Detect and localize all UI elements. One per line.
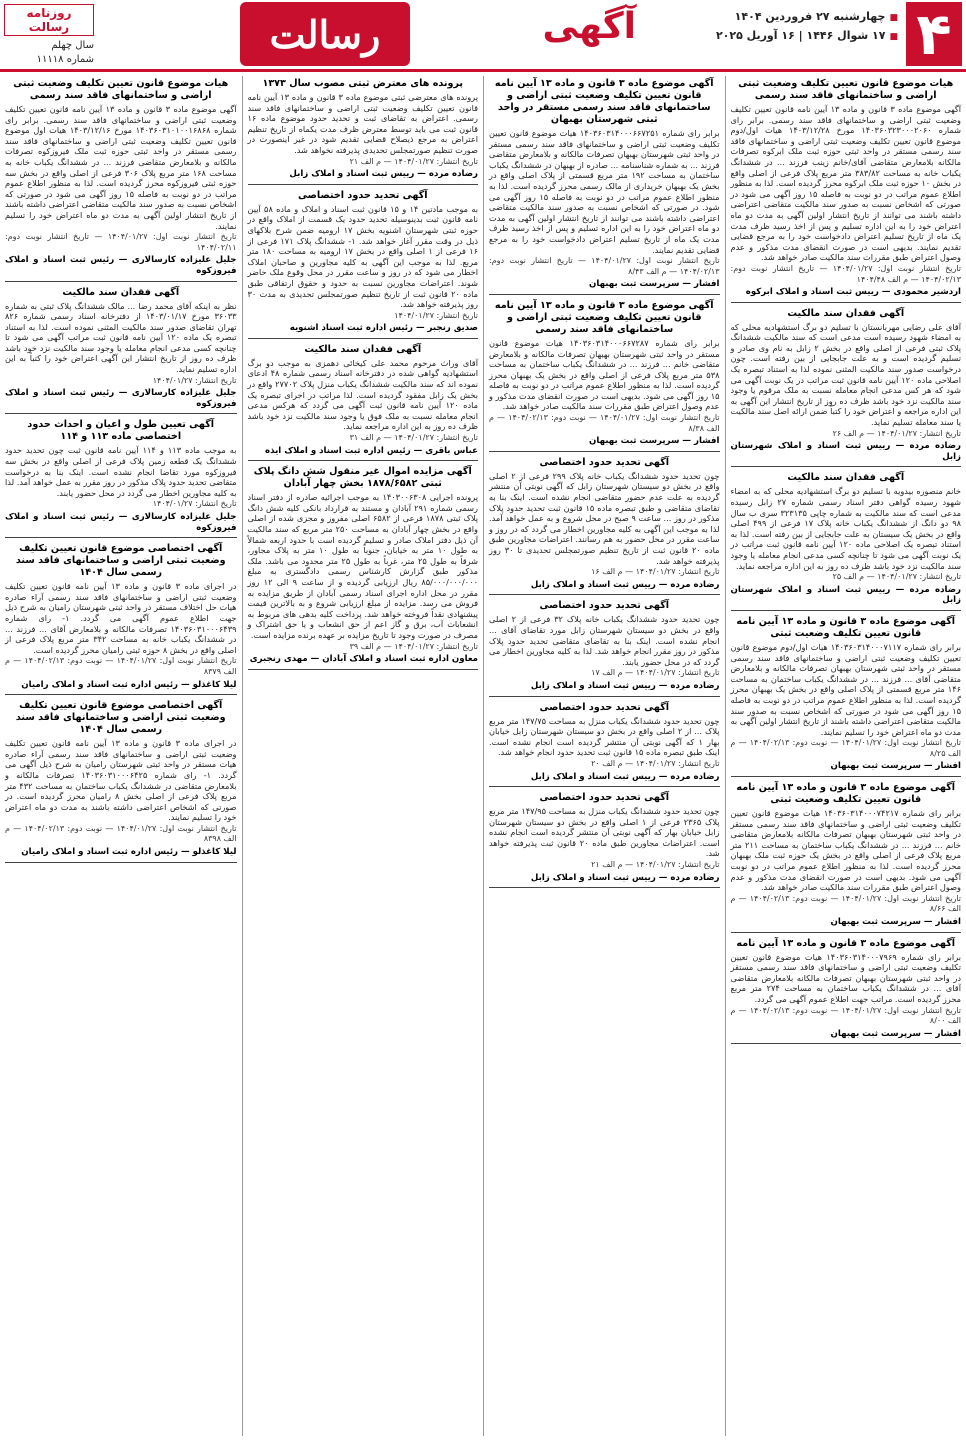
- notice-signature: جلیل علیزاده کارسالاری — رئیس ثبت اسناد و املاک فیروزکوه: [5, 388, 237, 409]
- notice-title: آگهی فقدان سند مالکیت: [787, 472, 905, 484]
- notice-signature: رضاده مرده — رییس ثبت اسناد و املاک زابل: [530, 579, 720, 590]
- notice-title: آگهی موضوع ماده ۳ قانون و ماده ۱۳ آیین نامه قانون تعیین تکلیف وضعیت ثبتی اراضی و ساختمانهای فاقد سند رسمی مستقر در واحد ثبتی شهرستان بهبهان: [494, 78, 714, 125]
- notice-body: برابر رای شماره ۱۴۰۳۶۰۳۱۴۰۰۰۷۹۶۹ هیات موضوع قانون تعیین تکلیف وضعیت ثبتی اراضی و ساختمانهای فاقد سند رسمی مستقر در واحد ثبتی شهرستان بهبهان تصرفات مالکانه بلامعارض متقاضی آقای ... در ششدانگ یکباب ساختمان به مساحت ۲۷۴ متر مربع محرز گردیده است. مراتب جهت اطلاع عموم آگهی می گردد.: [730, 951, 961, 1004]
- legal-notice: [5, 78, 237, 282]
- notice-dates: تاریخ انتشار نوبت اول: ۱۴۰۴/۰۱/۲۷ — نوبت دوم: ۱۴۰۴/۰۲/۱۳ — م الف ۸/۶۶: [730, 893, 961, 914]
- notice-signature: افشار — سرپرست ثبت بهبهان: [589, 436, 720, 447]
- legal-notice: [248, 344, 479, 461]
- notice-dates: تاریخ انتشار نوبت اول: ۱۴۰۴/۰۱/۲۷ — نوبت دوم: ۱۴۰۴/۰۲/۱۳ — م الف ۸۳۷۹: [5, 656, 237, 676]
- notice-title: آگهی تحدید حدود اختصاصی: [297, 189, 428, 201]
- legal-notice: [489, 78, 720, 295]
- notice-signature: رضاده مرده — رییس ثبت اسناد و املاک زابل: [289, 169, 478, 180]
- notice-body: آقای علی رضایی مهربانستان با تسلیم دو برگ استشهادیه محلی که به امضاء شهود رسیده است مدعی است که سند مالکیت ششدانگ پلاک ثبتی فرعی از اصلی واقع در بخش ۲ زابل به نام وی صادر و تسلیم گردیده است و به علت جابجایی از بین رفته است. چون درخواست صدور سند مالکیت المثنی نموده لذا به استناد تبصره یک اصلاحی ماده ۱۲۰ آیین نامه قانون ثبت مراتب در یک نوبت آگهی می شود که هر کس مدعی انجام معامله نسبت به ملک مرقوم یا وجود سند مالکیت نزد خود باشد ظرف ده روز از تاریخ انتشار این آگهی به این اداره مراجعه و اعتراض خود را کتباً ضمن ارائه اصل سند مالکیت یا سند معامله تسلیم نماید.: [730, 321, 962, 428]
- notice-title: آگهی موضوع ماده ۳ قانون و ماده ۱۳ آیین نامه: [736, 937, 956, 949]
- notice-body: پرونده اجرایی ۱۴۰۳۰۰۶۳۰۸ به موجب اجرائیه صادره از دفتر اسناد رسمی شماره ۲۹۱ آبادان و مستند به قرارداد بانکی کلیه شش دانگ پلاک ثبتی ۱۸۷۸ فرعی از ۶۵۸۲ اصلی مفروز و مجزی شده از اصلی واقع در بخش چهار آبادان به مساحت ۲۵۰ متر مربع که سند مالکیت آن ذیل دفتر املاک صادر و تسلیم گردیده است با حدود اربعه شمالاً به طول ۱۰ متر به خیابان، جنوباً به طول ۱۰ متر به پلاک مجاور، شرقاً به طول ۲۵ متر، غرباً به طول ۲۵ متر محدود می باشد. ملک مذکور طبق گزارش کارشناس رسمی دادگستری به مبلغ ۸۵/۰۰۰/۰۰۰/۰۰۰ ریال ارزیابی گردیده و از ساعت ۹ الی ۱۲ روز مقرر در محل اداره اجرای اسناد رسمی آبادان از طریق مزایده به فروش می رسد. مزایده از مبلغ ارزیابی شروع و به بالاترین قیمت پیشنهادی نقداً فروخته خواهد شد. پرداخت کلیه بدهی های مربوط به انشعابات آب، برق و گاز اعم از حق انشعاب و یا حق اشتراک و مصرف در صورت وجود تا تاریخ مزایده بر عهده برنده مزایده است.: [247, 492, 479, 640]
- notice-dates: تاریخ انتشار: ۱۴۰۴/۰۱/۲۷ — م الف ۲۱: [591, 860, 720, 870]
- notice-signature: جلیل علیزاده کارسالاری — رئیس ثبت اسناد و املاک فیروزکوه: [5, 512, 237, 533]
- notice-title: آگهی تحدید حدود اختصاصی: [539, 701, 670, 713]
- notice-body: چون تحدید حدود ششدانگ یکباب خانه پلاک ۲۹۹ فرعی از ۲ اصلی واقع در بخش دو سیستان شهرستان زابل که آگهی نوبتی آن منتشر گردیده به علت عدم حضور متقاضی انجام نشده است. اینک بنا به تقاضای متقاضی و طبق تبصره ماده ۱۵ قانون ثبت تحدید حدود پلاک مذکور در روز ... ساعت ۹ صبح در محل شروع و به عمل خواهد آمد. لذا به موجب این آگهی به کلیه مجاورین اخطار می گردد که در روز و ساعت مقرر در محل حضور به هم رسانند. اعتراضات مجاورین طبق ماده ۲۰ قانون ثبت از تاریخ تنظیم صورتمجلس تحدیدی تا ۳۰ روز پذیرفته خواهد شد.: [489, 470, 720, 566]
- legal-notice: [731, 78, 962, 303]
- page-number: ۴: [906, 2, 962, 66]
- date-persian: ■ چهارشنبه ۲۷ فروردین ۱۴۰۴: [716, 8, 898, 27]
- notice-title: هیات موضوع قانون تعیین تکلیف وضعیت ثبتی اراضی و ساختمانهای فاقد سند رسمی: [738, 78, 954, 101]
- notice-dates: تاریخ انتشار نوبت اول: ۱۴۰۴/۰۱/۲۷ — نوبت دوم: ۱۴۰۴/۰۲/۱۳ — م الف ۸/۰۰: [730, 1005, 961, 1026]
- legal-notice: [489, 702, 720, 788]
- notice-body: خانم منصوره بیدویه با تسلیم دو برگ استشهادیه محلی که به امضاء شهود رسیده گواهی دفتر اسناد رسمی شماره ۲۷ زابل رسیده مدعی است که سند مالکیت به شماره چاپی ۳۲۳۱۳۵ سری ب سال ۹۸ دو دانگ از ششدانگ یکباب خانه پلاک ۱۷ فرعی از ۴۹۹ اصلی واقع در بخش یک سیستان به علت جابجایی از بین رفته است. لذا به استناد تبصره یک اصلاحی ماده ۱۲۰ آیین نامه قانون ثبت مراتب در یک نوبت آگهی می شود تا چنانچه کسی مدعی انجام معامله یا وجود سند مالکیت نزد خود باشد ظرف ده روز به این اداره مراجعه نماید.: [730, 486, 962, 571]
- notice-body: برابر رای شماره ۱۴۰۳۶۰۳۱۴۰۰۰۶۶۷۲۸۷ هیات موضوع قانون مستقر در واحد ثبتی شهرستان بهبهان تصرفات مالکانه و بلامعارض متقاضی خانم ... فرزند ... در ششدانگ یکباب ساختمان به مساحت ۵۳۸ متر مربع پلاک فرعی از اصلی واقع در بخش یک بهبهان محرز گردیده است. لذا به منظور اطلاع عموم مراتب در دو نوبت به فاصله ۱۵ روز آگهی می شود. بدیهی است در صورت انقضای مدت مذکور و عدم وصول اعتراض طبق مقررات سند مالکیت صادر خواهد شد.: [489, 337, 720, 412]
- notice-signature: رضاده مرده — رییس ثبت اسناد و املاک زابل: [530, 771, 720, 782]
- notice-title: آگهی تحدید حدود اختصاصی: [539, 600, 670, 612]
- notice-body: برابر رای شماره ۱۴۰۳۶۰۳۱۴۰۰۰۶۶۷۲۵۱ هیات موضوع قانون تعیین تکلیف وضعیت ثبتی اراضی و ساختمانهای فاقد سند رسمی مستقر در واحد ثبتی شهرستان بهبهان تصرفات مالکانه و بلامعارض متقاضی فرزند ... به شماره شناسنامه ... صادره از بهبهان در ششدانگ یکباب ساختمان به مساحت ۱۹۲ متر مربع قسمتی از پلاک اصلی واقع در بخش یک بهبهان خریداری از مالک رسمی محرز گردیده است. لذا به منظور اطلاع عموم مراتب در دو نوبت به فاصله ۱۵ روز آگهی می شود. در صورتی که اشخاص نسبت به صدور سند مالکیت متقاضی اعتراضی داشته باشند می توانند از تاریخ انتشار اولین آگهی به مدت دو ماه اعتراض خود را به این اداره تسلیم و پس از اخذ رسید ظرف مدت یک ماه از تاریخ تسلیم اعتراض دادخواست خود را به مرجع قضایی تقدیم نمایند.: [489, 128, 720, 255]
- notice-dates: تاریخ انتشار: ۱۴۰۴/۰۱/۲۷: [152, 499, 237, 509]
- notice-dates: تاریخ انتشار نوبت اول: ۱۴۰۴/۰۱/۲۷ — تاریخ انتشار نوبت دوم: ۱۴۰۴/۰۲/۱۳ — م الف ۱۴۰۴/۴۸: [730, 263, 961, 284]
- notice-signature: لیلا کاغذلو — رئیس اداره ثبت اسناد و املاک رامیان: [21, 847, 237, 858]
- column-2: [483, 76, 725, 1436]
- notice-title: آگهی موضوع ماده ۳ قانون و ماده ۱۳ آیین نامه قانون تعیین تکلیف وضعیت ثبتی: [736, 615, 956, 639]
- notice-signature: رضاده مرده — رییس ثبت اسناد و املاک شهرستان زابل: [730, 441, 961, 462]
- year-line: سال چهلم: [51, 40, 94, 51]
- notice-signature: عباس باقری — رئیس اداره ثبت اسناد و املاک ایذه: [265, 445, 478, 456]
- column-4: [0, 76, 242, 1436]
- notice-dates: تاریخ انتشار: ۱۴۰۴/۰۱/۲۷ — م الف ۲۶: [832, 428, 961, 438]
- notice-dates: تاریخ انتشار نوبت اول: ۱۴۰۴/۰۱/۲۷ — نوبت دوم: ۱۴۰۴/۰۲/۱۳ — م الف ۸/۳۸: [489, 413, 720, 433]
- notice-signature: جلیل علیزاده کارسالاری — رئیس ثبت اسناد و املاک فیروزکوه: [5, 255, 237, 276]
- legal-notice: [731, 308, 962, 468]
- notice-title: آگهی اختصاصی موضوع قانون تعیین تکلیف وضعیت ثبتی اراضی و ساختمانهای فاقد سند رسمی سال ۱۴۰۴: [15, 543, 226, 579]
- notice-dates: تاریخ انتشار نوبت اول: ۱۴۰۴/۰۱/۲۷ — نوبت دوم: ۱۴۰۴/۰۲/۱۳ — م الف ۸/۲۵: [730, 738, 961, 758]
- section-title: آگهی: [542, 6, 636, 47]
- legal-notice: [5, 543, 237, 695]
- notice-body: برابر رای شماره ۱۴۰۳۶۰۳۱۴۰۰۰۷۱۱۷ هیات اول/دوم موضوع قانون تعیین تکلیف وضعیت ثبتی اراضی و ساختمانهای فاقد سند رسمی مستقر در واحد ثبتی شهرستان بهبهان تصرفات مالکانه و بلامعارض متقاضی آقای ... فرزند ... در ششدانگ یکباب ساختمان به مساحت ۱۴۶ متر مربع قسمتی از پلاک اصلی واقع در بخش یک بهبهان محرز گردیده است. لذا به منظور اطلاع عموم مراتب در دو نوبت به فاصله ۱۵ روز آگهی می شود در صورتی که اشخاص نسبت به صدور سند مالکیت متقاضی اعتراضی داشته باشند از تاریخ انتشار اولین آگهی به مدت دو ماه اعتراض خود را تسلیم نمایند.: [730, 641, 961, 737]
- notice-title: آگهی موضوع ماده ۳ قانون و ماده ۱۳ آیین نامه قانون تعیین تکلیف وضعیت ثبتی: [736, 782, 956, 806]
- notice-body: پرونده های معترضی ثبتی موضوع ماده ۳ قانون و ماده ۱۳ آیین نامه قانون تعیین تکلیف وضعیت ثبتی اراضی و ساختمانهای فاقد سند رسمی. اعتراض به تقاضای ثبت و تحدید حدود موضوع ماده ۱۶ قانون ثبت می باید توسط معترض ظرف مدت یکماه از تاریخ تنظیم اعتراض به مرجع ذیصلاح قضایی تقدیم شود در غیر اینصورت در صورت تنظیم صورتمجلس تحدیدی پذیرفته نخواهد شد.: [247, 92, 478, 155]
- notice-dates: تاریخ انتشار: ۱۴۰۴/۰۱/۲۷ — م الف ۲۱: [349, 156, 478, 166]
- legal-notice: [5, 287, 237, 415]
- notice-title: آگهی اختصاصی موضوع قانون تعیین تکلیف وضعیت ثبتی اراضی و ساختمانهای فاقد سند رسمی سال ۱۴۰۴: [15, 700, 226, 736]
- column-1: [725, 76, 966, 1436]
- notice-signature: رضاده مرده — رییس ثبت اسناد و املاک شهرستان زابل: [730, 584, 961, 606]
- notice-title: آگهی تحدید حدود اختصاصی: [539, 456, 670, 468]
- notice-title: آگهی تعیین طول و اعیان و احداث حدود اختصاصی ماده ۱۱۳ و ۱۱۴: [27, 419, 215, 443]
- notice-signature: لیلا کاغذلو — رئیس اداره ثبت اسناد و املاک رامیان: [21, 679, 237, 690]
- notice-dates: تاریخ انتشار نوبت اول: ۱۴۰۴/۰۱/۲۷ — نوبت دوم: ۱۴۰۴/۰۲/۱۳ — م الف ۸۳۹۸: [5, 823, 237, 844]
- notice-signature: رضاده مرده — رییس ثبت اسناد و املاک زابل: [530, 680, 720, 691]
- notice-body: آقای وراث مرحوم محمد علی کیخائی دهمزی به موجب دو برگ استشهادیه گواهی شده در دفترخانه اسناد رسمی شماره ۴۸ ادعای نموده اند که سند مالکیت ششدانگ یکباب منزل پلاک ۲۷۷۰۲ واقع در بخش یک زابل مفقود گردیده است. لذا مراتب در اجرای تبصره یک ماده ۱۲۰ آیین نامه قانون ثبت آگهی می گردد که هرکس مدعی انجام معامله نسبت به ملک فوق یا وجود سند مالکیت نزد خود باشد ظرف ده روز به این اداره مراجعه نماید.: [247, 357, 479, 432]
- notice-body: چون تحدید حدود ششدانگ یکباب منزل به مساحت ۱۴۷/۷۵ متر مربع پلاک ... از ۲ اصلی واقع در بخش دو سیستان شهرستان زابل خیابان بهار ۱ که آگهی نوبتی آن منتشر گردیده است انجام نشده است. اینک طبق تبصره ماده ۱۵ قانون ثبت تحدید حدود انجام خواهد شد.: [489, 715, 720, 758]
- notice-body: چون تحدید حدود ششدانگ یکباب خانه پلاک ۳۲ فرعی از ۲ اصلی واقع در بخش دو سیستان شهرستان زابل مورد تقاضای آقای ... انجام نشده است. اینک بنا به تقاضای متقاضی تحدید حدود پلاک مذکور در روز مقرر انجام خواهد شد. لذا به کلیه مجاورین اخطار می گردد که در محل حضور یابند.: [489, 614, 720, 667]
- notice-title: آگهی فقدان سند مالکیت: [304, 343, 422, 355]
- column-3: [242, 76, 484, 1436]
- notice-dates: تاریخ انتشار: ۱۴۰۴/۰۱/۲۷ — م الف ۲۰: [591, 758, 720, 768]
- page-header: [0, 0, 966, 72]
- notice-dates: تاریخ انتشار: ۱۴۰۴/۰۱/۲۷ — م الف ۱۷: [591, 668, 720, 678]
- legal-notice: [731, 472, 962, 611]
- notice-body: در اجرای ماده ۳ قانون و ماده ۱۳ آیین نامه قانون تعیین تکلیف وضعیت ثبتی اراضی و ساختمانهای فاقد سند رسمی آراء صادره هیات مستقر در واحد ثبتی شهرستان رامیان به شرح ذیل آگهی می گردد. ۱- رای شماره ۱۴۰۳۶۰۳۱۰۰۰۶۴۲۵ تصرفات مالکانه و بلامعارض متقاضی در ششدانگ یکباب ساختمان به مساحت ۴۳۲ متر مربع پلاک فرعی از اصلی بخش ۸ رامیان محرز گردیده است. در صورتی که اشخاص اعتراضی داشته باشند به مدت دو ماه اعتراض خود را تسلیم نمایند.: [5, 738, 237, 823]
- notice-signature: معاون اداره ثبت اسناد و املاک آبادان — مهدی رنجبری: [249, 654, 478, 665]
- legal-notice: [489, 457, 720, 596]
- legal-notice: [489, 792, 720, 888]
- legal-notice: [248, 190, 479, 339]
- notice-body: نظر به اینکه آقای محمد رضا ... مالک ششدانگ پلاک ثبتی به شماره ۳۶۰۳۳ مورخ ۱۴۰۳/۰۱/۱۷ از دفترخانه اسناد رسمی شماره ۸۲۶ تهران تقاضای صدور سند مالکیت المثنی نموده است. لذا به استناد تبصره یک ماده ۱۲۰ آیین نامه قانون ثبت مراتب آگهی می شود تا چنانچه کسی مدعی انجام معامله یا وجود سند مالکیت نزد خود باشد ظرف ده روز از تاریخ انتشار این آگهی اعتراض خود را کتباً به این اداره تسلیم نماید.: [5, 300, 237, 375]
- masthead-info: [4, 4, 94, 64]
- notice-title: آگهی موضوع ماده ۳ قانون و ماده ۱۳ آیین نامه قانون تعیین تکلیف وضعیت ثبتی اراضی و ساختمانهای فاقد سند رسمی: [494, 299, 714, 335]
- issue-line: شماره ۱۱۱۱۸: [36, 54, 94, 65]
- ad-columns: [0, 76, 966, 1436]
- notice-dates: تاریخ انتشار: ۱۴۰۴/۰۱/۲۷ — م الف ۲۵: [832, 572, 961, 582]
- notice-body: آگهی موضوع ماده ۳ قانون و ماده ۱۳ آیین نامه قانون تعیین تکلیف وضعیت ثبتی اراضی و ساختمانهای فاقد سند رسمی. برابر رای شماره ۱۴۰۳۶۰۳۲۳۰۰۰۲۰۶۰ مورخ ۱۴۰۳/۱۲/۲۸ هیات اول/دوم موضوع قانون تعیین تکلیف وضعیت ثبتی اراضی و ساختمانهای فاقد سند رسمی مستقر در واحد ثبتی حوزه ثبت ملک ابرکوه تصرفات مالکانه بلامعارض متقاضی آقای/خانم زینب فرزند ... در ششدانگ یکباب خانه به مساحت ۳۸۳/۸۲ متر مربع پلاک فرعی از اصلی واقع در بخش ۱۰ حوزه ثبت ملک ابرکوه محرز گردیده است. لذا به منظور اطلاع عموم مراتب در دو نوبت به فاصله ۱۵ روز آگهی می شود در صورتی که اشخاص نسبت به صدور سند مالکیت متقاضی اعتراضی داشته باشند می توانند از تاریخ انتشار اولین آگهی به مدت دو ماه اعتراض خود را به این اداره تسلیم و پس از اخذ رسید ظرف مدت یک ماه از تاریخ تسلیم اعتراض دادخواست خود را به مرجع قضایی تقدیم نمایند. بدیهی است در صورت انقضای مدت مذکور و عدم وصول اعتراض طبق مقررات سند مالکیت صادر خواهد شد.: [730, 104, 962, 263]
- notice-body: به موجب ماده ۱۱۳ و ۱۱۴ آیین نامه قانون ثبت چون تحدید حدود ششدانگ یک قطعه زمین پلاک فرعی از اصلی واقع در بخش سه فیروزکوه مورد تقاضا انجام نشده است. اینک بنا به درخواست متقاضی تحدید حدود پلاک مذکور در روز مقرر به عمل خواهد آمد. لذا به کلیه مجاورین اخطار می گردد در محل حضور یابند.: [5, 445, 237, 498]
- legal-notice: [5, 700, 237, 863]
- notice-dates: تاریخ انتشار نوبت اول: ۱۴۰۴/۰۱/۲۷ — تاریخ انتشار نوبت دوم: ۱۴۰۴/۰۲/۱۳ — م الف ۸/۴۳: [489, 256, 720, 276]
- notice-title: هیات موضوع قانون تعیین تکلیف وضعیت ثبتی اراضی و ساختمانهای فاقد سند رسمی: [13, 78, 229, 101]
- legal-notice: [731, 616, 962, 777]
- mini-logo: روزنامه رسالت: [4, 4, 94, 36]
- issue-dates: [716, 8, 898, 46]
- notice-signature: افشار — سرپرست ثبت بهبهان: [589, 279, 720, 290]
- legal-notice: [731, 782, 962, 933]
- date-hijri-gregorian: ■ ۱۷ شوال ۱۴۴۶ | ۱۶ آوریل ۲۰۲۵: [716, 27, 898, 46]
- newspaper-logo: رسالت: [240, 2, 410, 66]
- notice-signature: افشار — سرپرست ثبت بهبهان: [830, 917, 961, 927]
- legal-notice: [489, 600, 720, 696]
- notice-signature: صدیق رنجبر — رئیس اداره ثبت اسناد اشنویه: [289, 323, 478, 334]
- notice-title: آگهی فقدان سند مالکیت: [62, 286, 180, 298]
- notice-body: آگهی موضوع ماده ۳ قانون و ماده ۱۳ آیین نامه قانون تعیین تکلیف وضعیت ثبتی اراضی و ساختمانهای فاقد سند رسمی. برابر رای شماره ۱۴۰۳۶۰۳۱۰۱۰۰۱۶۸۶۸ مورخ ۱۴۰۳/۱۲/۱۶ هیات اول موضوع قانون تعیین تکلیف وضعیت ثبتی اراضی و ساختمانهای فاقد سند رسمی مستقر در واحد ثبتی حوزه ثبت ملک فیروزکوه تصرفات مالکانه و بلامعارض متقاضی فرزند ... در ششدانگ یکباب خانه به مساحت ۱۶۸ متر مربع پلاک ۳۰۶ فرعی از اصلی واقع در بخش سه حوزه ثبتی فیروزکوه محرز گردیده است. لذا به منظور اطلاع عموم مراتب در دو نوبت به فاصله ۱۵ روز آگهی می شود در صورتی که اشخاص نسبت به صدور سند مالکیت متقاضی اعتراضی داشته باشند از تاریخ انتشار اولین آگهی به مدت دو ماه اعتراض خود را تسلیم نمایند.: [5, 104, 237, 231]
- notice-title: آگهی فقدان سند مالکیت: [787, 307, 905, 319]
- notice-title: آگهی مزایده اموال غیر منقول شش دانگ پلاک ثبتی ۱۸۷۸/۶۵۸۲ بخش چهار آبادان: [253, 466, 472, 490]
- notice-dates: تاریخ انتشار نوبت اول: ۱۴۰۴/۰۱/۲۷ — تاریخ انتشار نوبت دوم: ۱۴۰۴/۰۲/۱۱: [5, 232, 237, 252]
- legal-notice: [731, 938, 962, 1045]
- notice-body: چون تحدید حدود ششدانگ یکباب منزل به مساحت ۱۴۷/۹۵ متر مربع پلاک ۲۳۶۵ فرعی از ۱ اصلی واقع در بخش دو سیستان شهرستان زابل خیابان بهار که آگهی نوبتی آن منتشر گردیده است انجام نشده است. اعتراضات مجاورین طبق ماده ۲۰ قانون ثبت پذیرفته خواهد شد.: [489, 806, 720, 859]
- notice-title: پرونده های معترض ثبتی مصوب سال ۱۳۷۳: [262, 78, 464, 89]
- legal-notice: [248, 466, 479, 670]
- notice-body: در اجرای ماده ۳ قانون و ماده ۱۳ آیین نامه قانون تعیین تکلیف وضعیت ثبتی اراضی و ساختمانهای فاقد سند رسمی آراء صادره هیات حل اختلاف مستقر در واحد ثبتی شهرستان رامیان به شرح ذیل جهت اطلاع عموم آگهی می گردد. ۱- رای شماره ۱۴۰۳۶۰۳۱۰۰۰۶۴۳۹ تصرفات مالکانه و بلامعارض آقای ... فرزند ... در ششدانگ یکباب خانه به مساحت ۳۴۲ متر مربع پلاک فرعی از اصلی واقع در بخش ۸ حوزه ثبتی رامیان محرز گردیده است.: [5, 581, 237, 655]
- notice-dates: تاریخ انتشار: ۱۴۰۴/۰۱/۲۷ — م الف ۱۶: [591, 567, 720, 577]
- notice-body: برابر رای شماره ۱۴۰۳۶۰۳۱۴۰۰۰۷۴۲۱۷ هیات موضوع قانون تعیین تکلیف وضعیت ثبتی اراضی و ساختمانهای فاقد سند رسمی مستقر در واحد ثبتی شهرستان بهبهان تصرفات مالکانه بلامعارض متقاضی خانم ... فرزند ... در ششدانگ یکباب ساختمان به مساحت ۲۱۱ متر مربع پلاک فرعی از اصلی واقع در بخش یک حوزه ثبت ملک بهبهان محرز گردیده است. لذا به منظور اطلاع عموم مراتب در دو نوبت آگهی می شود. بدیهی است در صورت انقضای مدت مذکور و عدم وصول اعتراض طبق مقررات سند مالکیت صادر خواهد شد.: [730, 808, 961, 893]
- notice-title: آگهی تحدید حدود اختصاصی: [539, 792, 670, 804]
- notice-dates: تاریخ انتشار: ۱۴۰۴/۰۱/۲۷: [152, 375, 237, 385]
- legal-notice: [248, 78, 479, 185]
- notice-dates: تاریخ انتشار: ۱۴۰۴/۰۱/۲۷: [394, 310, 478, 320]
- notice-signature: افشار — سرپرست ثبت بهبهان: [830, 1028, 961, 1039]
- notice-signature: اردشیر محمودی — رییس ثبت اسناد و املاک ابرکوه: [745, 287, 961, 298]
- notice-signature: افشار — سرپرست ثبت بهبهان: [830, 761, 961, 772]
- notice-dates: تاریخ انتشار: ۱۴۰۴/۰۱/۲۷ — م الف ۳۱: [349, 433, 478, 443]
- legal-notice: [489, 300, 720, 452]
- notice-dates: تاریخ انتشار: ۱۴۰۴/۰۱/۲۷ — م الف ۳۹: [349, 641, 478, 651]
- notice-signature: رضاده مرده — رییس ثبت اسناد و املاک زابل: [530, 872, 720, 883]
- notice-body: به موجب مادتین ۱۴ و ۱۵ قانون ثبت اسناد و املاک و ماده ۵۸ آیین نامه قانون ثبت بدینوسیله تحدید حدود یک قسمت از املاک واقع در حوزه ثبتی شهرستان اشنویه بخش ۱۷ ارومیه ضمن شرح بلاکهای ذیل در وقت مقرر آغاز خواهد شد. ۱- ششدانگ پلاک ۱۷۱ فرعی از ۱۶ فرعی از ۱ اصلی واقع در بخش ۱۷ ارومیه به مساحت ۱۸۰ متر مربع. لذا به موجب این آگهی به کلیه مجاورین و صاحبان املاک اخطار می شود که در روز و ساعت مقرر در محل وقوع ملک حاضر شوند. اعتراضات مجاورین نسبت به حدود و حقوق ارتفاقی طبق ماده ۲۰ قانون ثبت از تاریخ تنظیم صورتمجلس تحدیدی به مدت ۳۰ روز پذیرفته خواهد شد.: [247, 203, 479, 310]
- legal-notice: [5, 419, 237, 538]
